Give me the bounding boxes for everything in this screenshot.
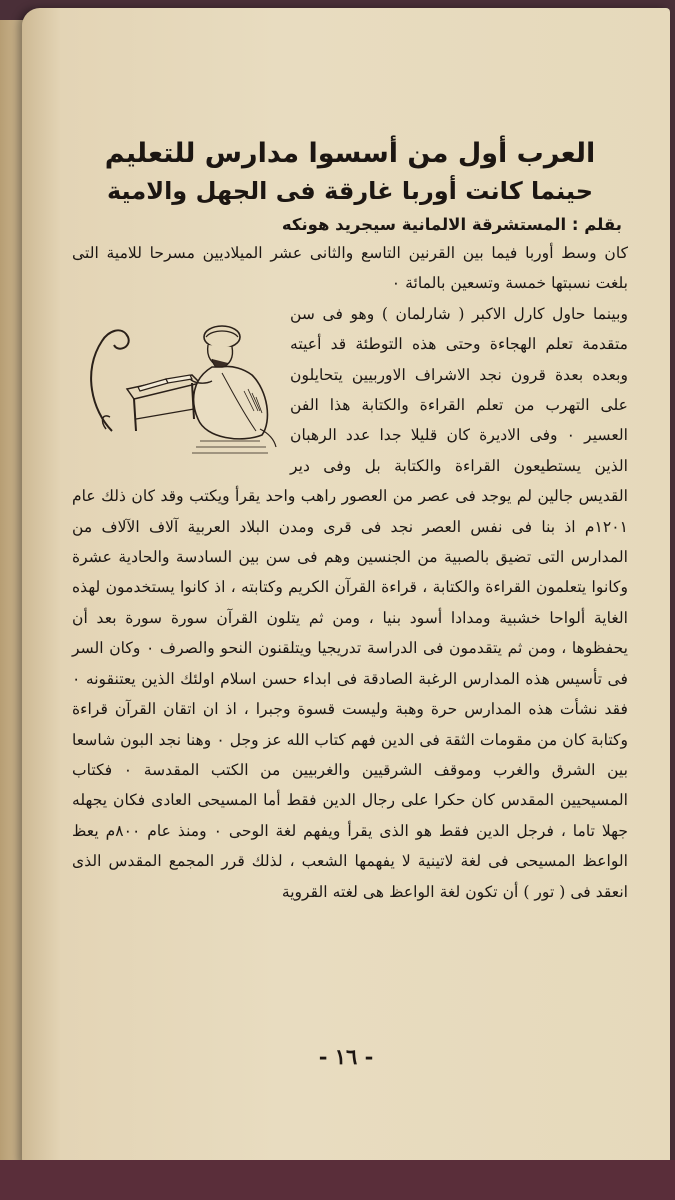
article-byline: بقلم : المستشرقة الالمانية سيجريد هونكه	[281, 215, 622, 234]
article-subtitle: حينما كانت أوربا غارقة فى الجهل والامية	[106, 177, 593, 205]
page-number: - ١٦ -	[318, 1044, 374, 1069]
article	[72, 138, 628, 907]
paragraph-2: وبينما حاول كارل الاكبر ( شارلمان ) وهو فى سن متقدمة تعلم الهجاءة وحتى هذه التوطئة قد أعيته وبعده بعدة قرون نجد الاشراف الاوربيين يتحايلون على التهرب من تعلم القراءة والكتابة هذا الفن العسير ٠ وفى الاديرة كان قليلا جدا عدد الرهبان الذين يستطيعون القراءة والكتابة بل وفى دير القديس جالين لم يوجد فى عصر من العصور راهب واحد يقرأ ويكتب وقد كان ذلك عام ١٢٠١م اذ بنا فى نفس العصر نجد فى قرى ومدن البلاد العربية آلاف الآلاف من المدارس التى تضيق بالصبية من الجنسين وهم فى سن بين السادسة والحادية عشرة وكانوا يتعلمون القراءة والكتابة ، قراءة القرآن الكريم وكتابته ، اذ كانوا يستخدمون لهذه الغاية ألواحا خشبية ومدادا أسود بنيا ، ومن ثم يتلون القرآن سورة سورة بعد أن يحفظوها ، ومن ثم يتقدمون فى الدراسة تدريجيا ويتلقنون النحو والصرف ٠ وكان السر فى تأسيس هذه المدارس الرغبة الصادقة فى ابداء حسن اسلام اولئك الذين يعتنقونه ٠ فقد نشأت هذه المدارس حرة وهبة وليست قسوة وجبرا ، اذ ان اتقان القرآن قراءة وكتابة كان من مقومات الثقة فى الدين فهم كتاب الله عز وجل ٠ وهنا نجد البون شاسعا بين الشرق والغرب وموقف الشرقيين والغربيين من الكتب المقدسة ٠ فكتاب المسيحيين المقدس كان حكرا على رجال الدين فقط أما المسيحى العادى فكان يجهله جهلا تاما ، فرجل الدين فقط هو الذى يقرأ ويفهم لغة الوحى ٠ ومنذ عام ٨٠٠م يعظ الواعظ المسيحى فى لغة لاتينية لا يفهمها الشعب ، لذلك قرر المجمع المقدس الذى انعقد فى ( تور ) أن تكون لغة الواعظ هى لغته القروية	[72, 304, 628, 901]
book-cover-edge	[0, 1160, 675, 1200]
article-title: العرب أول من أسسوا مدارس للتعليم	[104, 138, 596, 169]
book-page	[22, 8, 670, 1176]
paragraph-1: كان وسط أوربا فيما بين القرنين التاسع والثانى عشر الميلاديين مسرحا للامية التى بلغت نسبتها خمسة وتسعين بالمائة ٠	[72, 244, 628, 293]
scholar-reading-illustration	[72, 301, 282, 461]
article-body	[72, 238, 628, 907]
